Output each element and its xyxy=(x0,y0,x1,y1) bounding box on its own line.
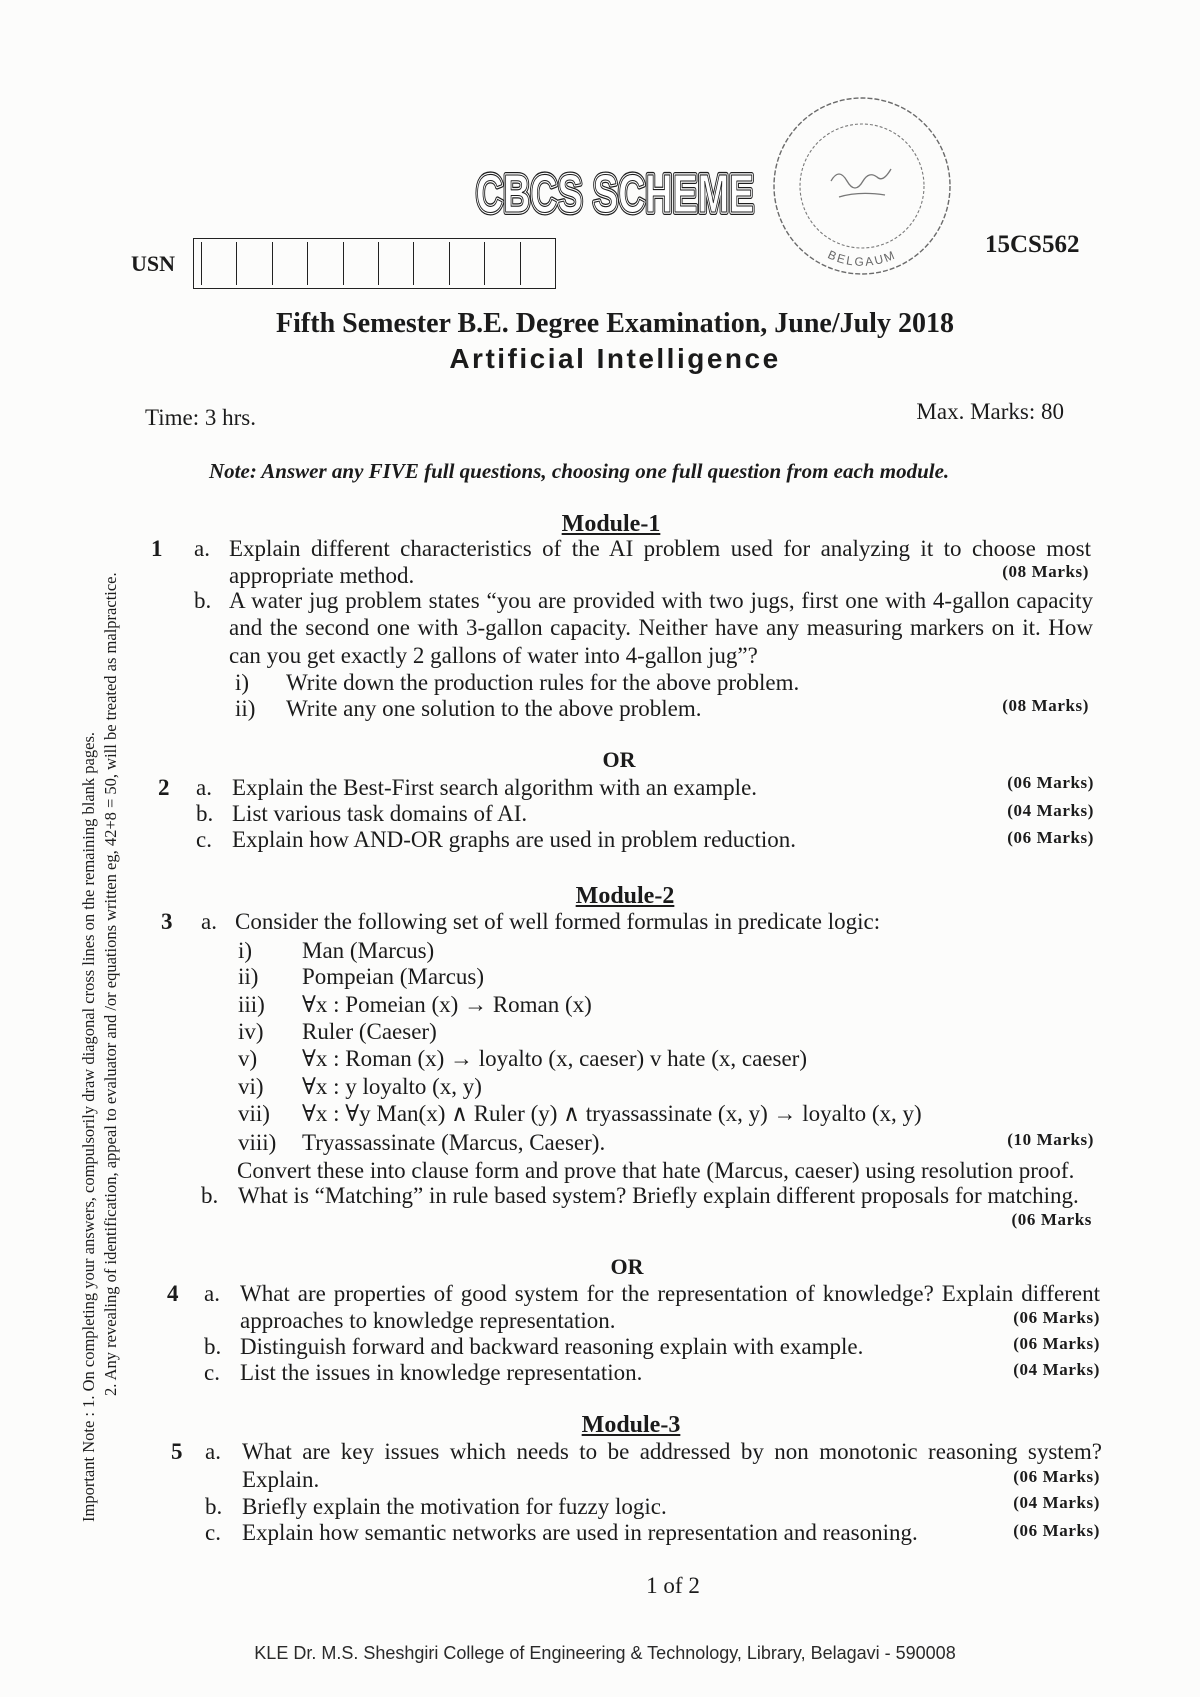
subpart-label: v) xyxy=(238,1046,258,1071)
usn-cell xyxy=(449,242,484,285)
marks-label: (10 Marks) xyxy=(1007,1130,1094,1149)
question-text: Consider the following set of well formed formulas in predicate logic: xyxy=(235,909,881,934)
usn-cell xyxy=(307,242,342,285)
side-note-line-2: 2. Any revealing of identification, appeal to evaluator and /or equations written eg, 42+8 = 50, will be treated as malpractice. xyxy=(101,572,120,1396)
question-text: What are key issues which needs to be addressed by non monotonic reasoning system? xyxy=(242,1439,1102,1464)
subpart-label: ii) xyxy=(235,696,256,721)
subpart-label: viii) xyxy=(238,1130,277,1155)
marks-label: (08 Marks) xyxy=(1002,696,1089,715)
question-text: Distinguish forward and backward reasoning explain with example. xyxy=(240,1334,864,1359)
part-label: a. xyxy=(204,1281,220,1306)
part-label: a. xyxy=(194,536,210,561)
question-text: approaches to knowledge representation. xyxy=(240,1308,616,1333)
usn-cell xyxy=(413,242,448,285)
question-text: What is “Matching” in rule based system? Briefly explain different proposals for matching. xyxy=(238,1183,1079,1208)
page-number: 1 of 2 xyxy=(646,1573,700,1598)
question-number: 4 xyxy=(167,1281,179,1306)
cbcs-scheme-logo xyxy=(470,160,762,220)
question-text: Explain. xyxy=(242,1467,320,1492)
module-3-heading: Module-3 xyxy=(581,1412,681,1438)
part-label: a. xyxy=(205,1439,221,1464)
question-text: Explain the Best-First search algorithm with an example. xyxy=(232,775,758,800)
cbcs-scheme-logo-gap: CBCS SCHEME xyxy=(476,164,754,220)
marks-label: (06 Marks) xyxy=(1007,773,1094,792)
question-text: Explain how semantic networks are used in representation and reasoning. xyxy=(242,1520,918,1545)
usn-box xyxy=(193,238,556,289)
question-text: Briefly explain the motivation for fuzzy logic. xyxy=(242,1494,667,1519)
part-label: c. xyxy=(196,827,212,852)
exam-time: Time: 3 hrs. xyxy=(145,405,256,430)
usn-cell xyxy=(236,242,271,285)
marks-label: (08 Marks) xyxy=(1002,562,1089,581)
subpart-label: i) xyxy=(238,938,253,963)
usn-cell xyxy=(520,242,555,285)
seal-text: BELGAUM xyxy=(825,247,899,269)
part-label: b. xyxy=(205,1494,223,1519)
usn-cell xyxy=(378,242,413,285)
subpart-label: iv) xyxy=(238,1019,264,1044)
subpart-label: iii) xyxy=(238,992,265,1017)
question-text: What are properties of good system for the representation of knowledge? Explain different xyxy=(240,1281,1100,1306)
library-footer: KLE Dr. M.S. Sheshgiri College of Engineering & Technology, Library, Belagavi - 590008 xyxy=(254,1643,956,1663)
subpart-label: ii) xyxy=(238,964,259,989)
question-text: Explain different characteristics of the AI problem used for analyzing it to choose most xyxy=(229,536,1091,561)
library-seal xyxy=(769,93,955,279)
exam-title: Fifth Semester B.E. Degree Examination, June/July 2018 xyxy=(276,308,954,339)
seal-inner-ring xyxy=(800,124,924,248)
question-number: 2 xyxy=(158,775,170,800)
marks-label: (06 Marks) xyxy=(1007,828,1094,847)
seal-signature xyxy=(831,169,891,197)
question-text: can you get exactly 2 gallons of water into 4-gallon jug”? xyxy=(229,643,758,668)
exam-max-marks: Max. Marks: 80 xyxy=(916,399,1064,424)
formula-text: ∀x : ∀y Man(x) ∧ Ruler (y) ∧ tryassassinate (x, y) → loyalto (x, y) xyxy=(302,1101,922,1126)
formula-text: ∀x : y loyalto (x, y) xyxy=(302,1074,482,1099)
question-text: Explain how AND-OR graphs are used in problem reduction. xyxy=(232,827,797,852)
marks-label: (04 Marks) xyxy=(1007,801,1094,820)
question-number: 1 xyxy=(151,536,163,561)
question-number: 3 xyxy=(161,909,173,934)
marks-label: (04 Marks) xyxy=(1013,1493,1100,1512)
formula-text: Pompeian (Marcus) xyxy=(302,964,485,989)
part-label: a. xyxy=(196,775,212,800)
cbcs-scheme-logo-outer: CBCS SCHEME xyxy=(476,164,754,220)
side-note-line-1: Important Note : 1. On completing your answers, compulsorily draw diagonal cross lines on the remaining blank pages. xyxy=(79,732,98,1522)
usn-cell xyxy=(343,242,378,285)
formula-text: Ruler (Caeser) xyxy=(302,1019,437,1044)
question-text: List various task domains of AI. xyxy=(232,801,528,826)
or-separator: OR xyxy=(602,747,636,772)
part-label: b. xyxy=(194,588,212,613)
or-separator: OR xyxy=(610,1254,644,1279)
marks-label: (06 Marks) xyxy=(1013,1521,1100,1540)
usn-label: USN xyxy=(131,251,176,276)
part-label: c. xyxy=(205,1520,221,1545)
exam-subject: Artificial Intelligence xyxy=(449,343,781,374)
question-text: and the second one with 3-gallon capacity. Neither have any measuring markers on it. How xyxy=(229,615,1093,640)
formula-text: Tryassassinate (Marcus, Caeser). xyxy=(302,1130,606,1155)
marks-label: (06 Marks) xyxy=(1013,1308,1100,1327)
usn-cell xyxy=(484,242,519,285)
question-text: Convert these into clause form and prove that hate (Marcus, caeser) using resolution proof. xyxy=(237,1158,1075,1183)
marks-label: (06 Marks) xyxy=(1013,1467,1100,1486)
question-text: List the issues in knowledge representation. xyxy=(240,1360,643,1385)
subject-code: 15CS562 xyxy=(985,231,1080,258)
subpart-label: vi) xyxy=(238,1074,264,1099)
formula-text: ∀x : Roman (x) → loyalto (x, caeser) v hate (x, caeser) xyxy=(302,1046,807,1071)
part-label: b. xyxy=(204,1334,222,1359)
marks-label: (06 Marks) xyxy=(1013,1334,1100,1353)
part-label: b. xyxy=(196,801,214,826)
formula-text: Man (Marcus) xyxy=(302,938,435,963)
part-label: a. xyxy=(201,909,217,934)
module-2-heading: Module-2 xyxy=(575,883,675,909)
marks-label: (04 Marks) xyxy=(1013,1360,1100,1379)
subpart-label: i) xyxy=(235,670,250,695)
formula-text: ∀x : Pomeian (x) → Roman (x) xyxy=(302,992,592,1017)
question-number: 5 xyxy=(171,1439,183,1464)
marks-label: (06 Marks xyxy=(1011,1210,1092,1229)
question-text: A water jug problem states “you are provided with two jugs, first one with 4-gallon capacity xyxy=(229,588,1093,613)
part-label: b. xyxy=(201,1183,219,1208)
usn-cell xyxy=(272,242,307,285)
question-text: appropriate method. xyxy=(229,563,415,588)
subpart-label: vii) xyxy=(238,1101,270,1126)
exam-instructions: Note: Answer any FIVE full questions, choosing one full question from each module. xyxy=(209,459,950,483)
module-1-heading: Module-1 xyxy=(561,511,661,537)
usn-cell xyxy=(201,242,236,285)
cbcs-scheme-logo-inner: CBCS SCHEME xyxy=(476,164,754,220)
subpart-text: Write down the production rules for the above problem. xyxy=(286,670,800,695)
subpart-text: Write any one solution to the above problem. xyxy=(286,696,702,721)
part-label: c. xyxy=(204,1360,220,1385)
